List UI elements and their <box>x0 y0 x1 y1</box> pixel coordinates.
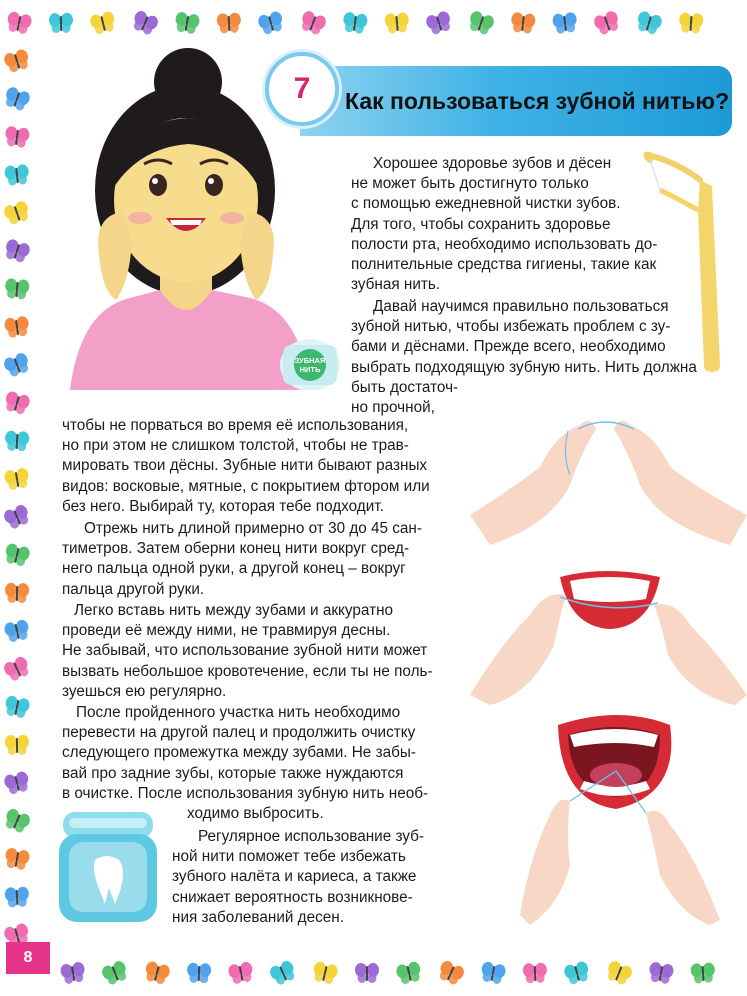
butterfly-icon <box>423 9 455 38</box>
paragraph-5 <box>62 601 433 702</box>
text-line: в очистке. После использования зубную нить необ- <box>62 784 429 802</box>
butterfly-icon <box>2 769 33 797</box>
paragraph-3 <box>62 416 430 517</box>
girl-illustration <box>60 40 340 390</box>
butterfly-icon <box>354 962 380 984</box>
text-line: вызвать небольшое кровотечение, если ты не поль- <box>62 662 433 680</box>
floss-container-illustration <box>55 808 160 928</box>
text-line: Хорошее здоровье зубов и дёсен <box>373 155 612 172</box>
butterfly-icon <box>99 958 131 988</box>
text-line: пальца другой руки. <box>62 580 205 598</box>
butterfly-icon <box>646 960 675 986</box>
butterfly-icon <box>1 654 34 685</box>
text-line: зуешься ею регулярно. <box>62 682 227 700</box>
butterfly-icon <box>551 10 579 35</box>
butterfly-icon <box>310 959 340 986</box>
text-line: зубная нить. <box>351 276 441 294</box>
text-line: Не забывай, что использование зубной нити может <box>62 642 428 660</box>
butterfly-icon <box>1 806 34 836</box>
butterfly-icon <box>2 846 31 872</box>
butterfly-icon <box>297 8 329 38</box>
butterfly-icon <box>1 47 32 76</box>
butterfly-icon <box>435 958 468 989</box>
butterfly-icon <box>226 960 256 987</box>
butterfly-icon <box>267 958 300 989</box>
text-line: проведи её между ними, не травмируя десны. <box>62 622 391 640</box>
floss-box-label: ЗУБНАЯ <box>294 356 326 365</box>
butterfly-icon <box>129 8 162 38</box>
butterfly-icon <box>591 8 623 38</box>
butterfly-icon <box>3 314 32 339</box>
butterfly-icon <box>603 958 635 988</box>
butterfly-icon <box>1 84 33 114</box>
text-line: ной нити поможет тебе избежать <box>172 848 406 866</box>
paragraph-4 <box>62 519 422 600</box>
text-line: полнительные средства гигиены, такие как <box>351 256 657 274</box>
butterfly-icon <box>383 11 411 35</box>
butterfly-icon <box>522 962 549 985</box>
hands-floss-illustration <box>470 395 747 555</box>
section-number: 7 <box>293 72 311 105</box>
butterfly-icon <box>394 959 424 986</box>
text-line: ния заболеваний десен. <box>172 908 344 926</box>
text-line: бами и дёснами. Прежде всего, необходимо <box>351 338 666 356</box>
butterfly-icon <box>2 541 33 569</box>
text-line: зубной нитью, чтобы избежать проблем с зу- <box>351 318 671 336</box>
butterfly-icon <box>509 11 537 36</box>
butterfly-icon <box>478 960 508 987</box>
text-line: Легко вставь нить между зубами и аккуратно <box>74 602 394 619</box>
text-line: перевести на другой палец и продолжить очистку <box>62 724 416 742</box>
text-line: него пальца одной руки, а другой конец – вокруг <box>62 560 406 578</box>
text-line: но при этом не слишком толстой, чтобы не трав- <box>62 437 409 455</box>
butterfly-icon <box>4 10 34 37</box>
butterfly-icon <box>186 962 213 985</box>
open-mouth-illustration <box>520 705 747 925</box>
butterfly-icon <box>1 502 34 532</box>
text-line: снижает вероятность возникнове- <box>172 888 413 906</box>
butterfly-icon <box>1 237 33 266</box>
text-line: ходимо выбросить. <box>187 805 324 823</box>
text-line: не может быть достигнуто только <box>351 175 589 193</box>
smile-floss-illustration <box>470 555 747 705</box>
text-line: Давай научимся правильно пользоваться <box>373 298 669 315</box>
butterfly-icon <box>3 277 31 301</box>
butterfly-icon <box>633 9 664 38</box>
butterfly-icon <box>341 10 370 35</box>
butterfly-icon <box>2 466 31 492</box>
floss-box-label-2: НИТЬ <box>299 365 321 374</box>
butterfly-icon <box>1 198 33 227</box>
paragraph-1 <box>351 154 658 295</box>
text-line: После пройденного участка нить необходимо <box>76 704 401 721</box>
butterfly-icon <box>88 9 119 37</box>
butterfly-icon <box>48 12 74 34</box>
text-line: следующего промежутка между зубами. Не забы- <box>62 744 416 762</box>
page-title: Как пользоваться зубной нитью? <box>345 88 730 114</box>
paragraph-2 <box>351 297 697 418</box>
butterfly-icon <box>4 582 30 604</box>
butterfly-icon <box>2 618 32 645</box>
butterfly-icon <box>172 10 201 36</box>
text-line: но прочной, <box>351 399 435 417</box>
butterfly-icon <box>3 429 30 452</box>
text-line: зубного налёта и кариеса, а также <box>172 868 417 886</box>
butterfly-icon <box>58 960 87 986</box>
text-line: полости рта, необходимо использовать до- <box>351 235 658 253</box>
butterfly-icon <box>3 124 31 149</box>
text-line: вай про задние зубы, которые также нуждаются <box>62 764 404 782</box>
butterfly-icon <box>142 959 173 987</box>
text-line: Для того, чтобы сохранить здоровье <box>351 215 611 233</box>
text-line: мировать твои дёсны. Зубные нити бывают разных <box>62 457 428 475</box>
butterfly-icon <box>1 389 32 417</box>
text-line: быть достаточ- <box>351 378 459 396</box>
butterfly-icon <box>677 11 704 35</box>
page-number: 8 <box>6 942 50 974</box>
text-line: выбрать подходящую зубную нить. Нить должна <box>351 358 697 376</box>
butterfly-icon <box>562 959 593 987</box>
text-line: без него. Выбирай ту, которая тебе подходит. <box>62 497 384 515</box>
butterfly-icon <box>3 885 30 908</box>
text-line: Регулярное использование зуб- <box>198 828 424 845</box>
butterfly-icon <box>215 11 242 34</box>
text-line: тиметров. Затем оберни конец нити вокруг сред- <box>62 540 410 558</box>
butterfly-icon <box>465 8 497 37</box>
butterfly-icon <box>1 350 33 380</box>
butterfly-icon <box>2 694 32 721</box>
paragraph-6 <box>62 703 428 824</box>
text-line: с помощью ежедневной чистки зубов. <box>351 195 621 213</box>
butterfly-icon <box>3 163 31 188</box>
paragraph-7 <box>172 827 424 928</box>
butterfly-icon <box>4 734 30 756</box>
text-line: видов: восковые, мятные, с покрытием фтором или <box>62 477 430 495</box>
text-line: чтобы не порваться во время её использования, <box>62 417 409 434</box>
butterfly-icon <box>689 961 716 985</box>
butterfly-icon <box>255 9 286 37</box>
text-line: Отрежь нить длиной примерно от 30 до 45 сан- <box>84 520 422 537</box>
